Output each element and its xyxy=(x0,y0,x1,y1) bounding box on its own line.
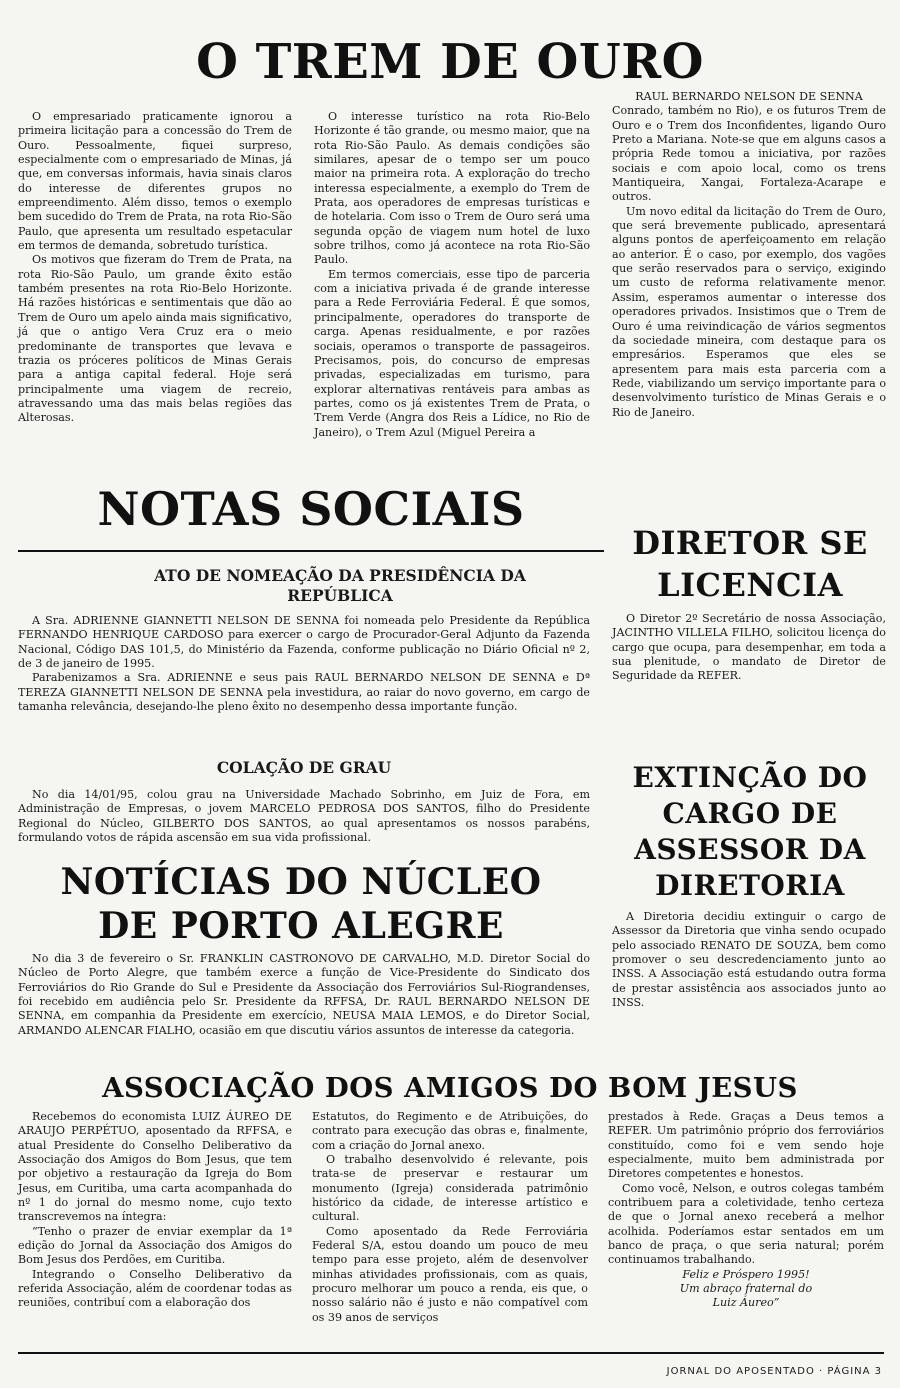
diretor-text xyxy=(612,612,886,684)
trem-column-2 xyxy=(314,110,590,440)
paragraph: No dia 3 de fevereiro o Sr. FRANKLIN CASTRONOVO DE CARVALHO, M.D. Diretor Social do Núcleo de Porto Alegre, que também exerce a função de Vice-Presidente do Sindicato dos Ferroviários do Rio Grande do Sul e Presidente da Associação dos Ferroviários Sul-Riograndenses, foi recebido em audiência pelo Sr. Presidente da RFFSA, Dr. RAUL BERNARDO NELSON DE SENNA, em companhia da Presidente em exercício, NEUSA MAIA LEMOS, e do Diretor Social, ARMANDO ALENCAR FIALHO, ocasião em que discutiu vários assuntos de interesse da categoria. xyxy=(18,952,590,1037)
footer-text: JORNAL DO APOSENTADO · PÁGINA 3 xyxy=(666,1366,882,1377)
paragraph: Recebemos do economista LUIZ ÁUREO DE ARAUJO PERPÉTUO, aposentado da RFFSA, e atual Presidente do Conselho Deliberativo da Associação dos Amigos do Bom Jesus, que tem por objetivo a restauração da Igreja do Bom Jesus, em Curitiba, uma carta acompanhada do nº 1 do jornal do mesmo nome, cujo texto transcrevemos na íntegra: xyxy=(18,1110,292,1224)
paragraph: Conrado, também no Rio), e os futuros Trem de Ouro e o Trem dos Inconfidentes, ligando Ouro Preto a Mariana. Note-se que em alguns casos a própria Rede tomou a iniciativa, por razões sociais e com apoio local, como os trens Mantiqueira, Xangai, Fortaleza-Acarape e outros. xyxy=(612,104,886,204)
headline-bom-jesus: ASSOCIAÇÃO DOS AMIGOS DO BOM JESUS xyxy=(102,1072,798,1104)
paragraph: A Sra. ADRIENNE GIANNETTI NELSON DE SENNA foi nomeada pelo Presidente da República FERNANDO HENRIQUE CARDOSO para exercer o cargo de Procurador-Geral Adjunto da Fazenda Nacional, Código DAS 101,5, do Ministério da Fazenda, conforme publicação no Diário Oficial nº 2, de 3 de janeiro de 1995. xyxy=(18,614,590,671)
author-signature: RAUL BERNARDO NELSON DE SENNA xyxy=(635,90,863,103)
colacao-text xyxy=(18,788,590,845)
bomjesus-column-1 xyxy=(18,1110,292,1311)
paragraph: “Tenho o prazer de enviar exemplar da 1ª edição do Jornal da Associação dos Amigos do Bom Jesus dos Perdões, em Curitiba. xyxy=(18,1224,292,1267)
paragraph: Em termos comerciais, esse tipo de parceria com a iniciativa privada é de grande interesse para a Rede Ferroviária Federal. É que somos, principalmente, operadores do transporte de carga. Apenas residualmente, e por razões sociais, operamos o transporte de passageiros. Precisamos, pois, do concurso de empresas privadas, especializadas em turismo, para explorar alternativas rentáveis para ambas as partes, como os já existentes Trem de Prata, o Trem Verde (Angra dos Reis a Lídice, no Rio de Janeiro), o Trem Azul (Miguel Pereira a xyxy=(314,267,590,439)
section-divider xyxy=(18,550,604,552)
headline-extincao-cargo: EXTINÇÃO DO CARGO DE ASSESSOR DA DIRETORIA xyxy=(632,761,868,902)
ato-title: ATO DE NOMEAÇÃO DA PRESIDÊNCIA DA REPÚBLICA xyxy=(154,566,526,605)
paragraph: prestados à Rede. Graças a Deus temos a REFER. Um patrimônio próprio dos ferroviários constituído, como foi e vem sendo hoje especialmente, muito bem administrada por Diretores competentes e honestos. xyxy=(608,1110,884,1181)
extincao-text xyxy=(612,910,886,1010)
headline-notas-sociais: NOTAS SOCIAIS xyxy=(97,482,525,536)
bomjesus-column-3 xyxy=(608,1110,884,1311)
paragraph: Os motivos que fizeram do Trem de Prata, na rota Rio-São Paulo, um grande êxito estão também presentes na rota Rio-Belo Horizonte. Há razões históricas e sentimentais que dão ao Trem de Ouro um apelo ainda mais significativo, já que o antigo Vera Cruz era o meio predominante de transportes que levava e trazia os próceres políticos de Minas Gerais para a antiga capital federal. Hoje será principalmente uma viagem de recreio, atravessando uma das mais belas regiões das Alterosas. xyxy=(18,253,292,425)
closing-line: Luiz Áureo” xyxy=(712,1296,780,1310)
paragraph: O trabalho desenvolvido é relevante, pois trata-se de preservar e restaurar um monumento (Igreja) considerada patrimônio histórico da cidade, de interesse artístico e cultural. xyxy=(312,1153,588,1224)
headline-porto-alegre: NOTÍCIAS DO NÚCLEO DE PORTO ALEGRE xyxy=(60,861,542,947)
paragraph: Estatutos, do Regimento e de Atribuições, do contrato para execução das obras e, finalmente, com a criação do Jornal anexo. xyxy=(312,1110,588,1152)
trem-column-3 xyxy=(612,90,886,420)
paragraph: Como aposentado da Rede Ferroviária Federal S/A, estou doando um pouco de meu tempo para esse projeto, além de desenvolver minhas atividades profissionais, com as quais, procuro melhorar um pouco a renda, eis que, o nosso salário não é justo e não compatível com os 39 anos de serviços xyxy=(312,1224,588,1324)
paragraph: O empresariado praticamente ignorou a primeira licitação para a concessão do Trem de Ouro. Pessoalmente, fiquei surpreso, especialmente com o empresariado de Minas, já que, em conversas informais, havia sinais claros do interesse de diferentes grupos no empreendimento. Além disso, temos o exemplo bem sucedido do Trem de Prata, na rota Rio-São Paulo, que apresenta um resultado espetacular em termos de demanda, sobretudo turística. xyxy=(18,110,292,253)
paragraph: Integrando o Conselho Deliberativo da referida Associação, além de coordenar todas as reuniões, contribuí com a elaboração dos xyxy=(18,1267,292,1310)
colacao-title: COLAÇÃO DE GRAU xyxy=(216,758,392,777)
paragraph: O interesse turístico na rota Rio-Belo Horizonte é tão grande, ou mesmo maior, que na rota Rio-São Paulo. As demais condições são similares, apesar de o tempo ser um pouco maior na primeira rota. A exploração do trecho interessa especialmente, a exemplo do Trem de Prata, aos operadores de empresas turísticas e de hotelaria. Com isso o Trem de Ouro será uma segunda opção de viagem num hotel de luxo sobre trilhos, como já acontece na rota Rio-São Paulo. xyxy=(314,110,590,267)
ato-text xyxy=(18,614,590,714)
paragraph: Parabenizamos a Sra. ADRIENNE e seus pais RAUL BERNARDO NELSON DE SENNA e Dª TEREZA GIANNETTI NELSON DE SENNA pela investidura, ao raiar do novo governo, em cargo de tamanha relevância, desejando-lhe pleno êxito no desempenho dessa importante função. xyxy=(18,671,590,714)
headline-trem-de-ouro: O TREM DE OURO xyxy=(196,34,704,90)
closing-line: Feliz e Próspero 1995! xyxy=(682,1267,810,1281)
paragraph: A Diretoria decidiu extinguir o cargo de Assessor da Diretoria que vinha sendo ocupado pelo associado RENATO DE SOUZA, bem como promover o seu descredenciamento junto ao INSS. A Associação está estudando outra forma de prestar assistência aos associados junto ao INSS. xyxy=(612,910,886,1010)
trem-column-1 xyxy=(18,110,292,426)
closing-line: Um abraço fraternal do xyxy=(679,1282,813,1296)
headline-diretor-se-licencia: DIRETOR SE LICENCIA xyxy=(632,524,868,604)
paragraph: Como você, Nelson, e outros colegas também contribuem para a coletividade, tenho certeza de que o Jornal anexo receberá a melhor acolhida. Poderíamos estar sentados em um banco de praça, o que seria natural; porém continuamos trabalhando. xyxy=(608,1181,884,1267)
paragraph: No dia 14/01/95, colou grau na Universidade Machado Sobrinho, em Juiz de Fora, em Administração de Empresas, o jovem MARCELO PEDROSA DOS SANTOS, filho do Presidente Regional do Núcleo, GILBERTO DOS SANTOS, ao qual apresentamos os nossos parabéns, formulando votos de rápida ascensão em sua vida profissional. xyxy=(18,788,590,845)
footer-rule xyxy=(18,1352,884,1354)
porto-text xyxy=(18,952,590,1038)
bomjesus-column-2 xyxy=(312,1110,588,1325)
paragraph: O Diretor 2º Secretário de nossa Associação, JACINTHO VILLELA FILHO, solicitou licença do cargo que ocupa, para desempenhar, em toda a sua plenitude, o mandato de Diretor de Seguridade da REFER. xyxy=(612,612,886,683)
paragraph: Um novo edital da licitação do Trem de Ouro, que será brevemente publicado, apresentará alguns pontos de aperfeiçoamento em relação ao anterior. É o caso, por exemplo, dos vagões que serão reservados para o serviço, exigindo um custo de reforma relativamente menor. Assim, esperamos aumentar o interesse dos operadores privados. Insistimos que o Trem de Ouro é uma reivindicação de vários segmentos da sociedade mineira, com destaque para os empresários. Esperamos que eles se apresentem para mais esta parceria com a Rede, viabilizando um serviço importante para o desenvolvimento turístico de Minas Gerais e o Rio de Janeiro. xyxy=(612,204,886,419)
